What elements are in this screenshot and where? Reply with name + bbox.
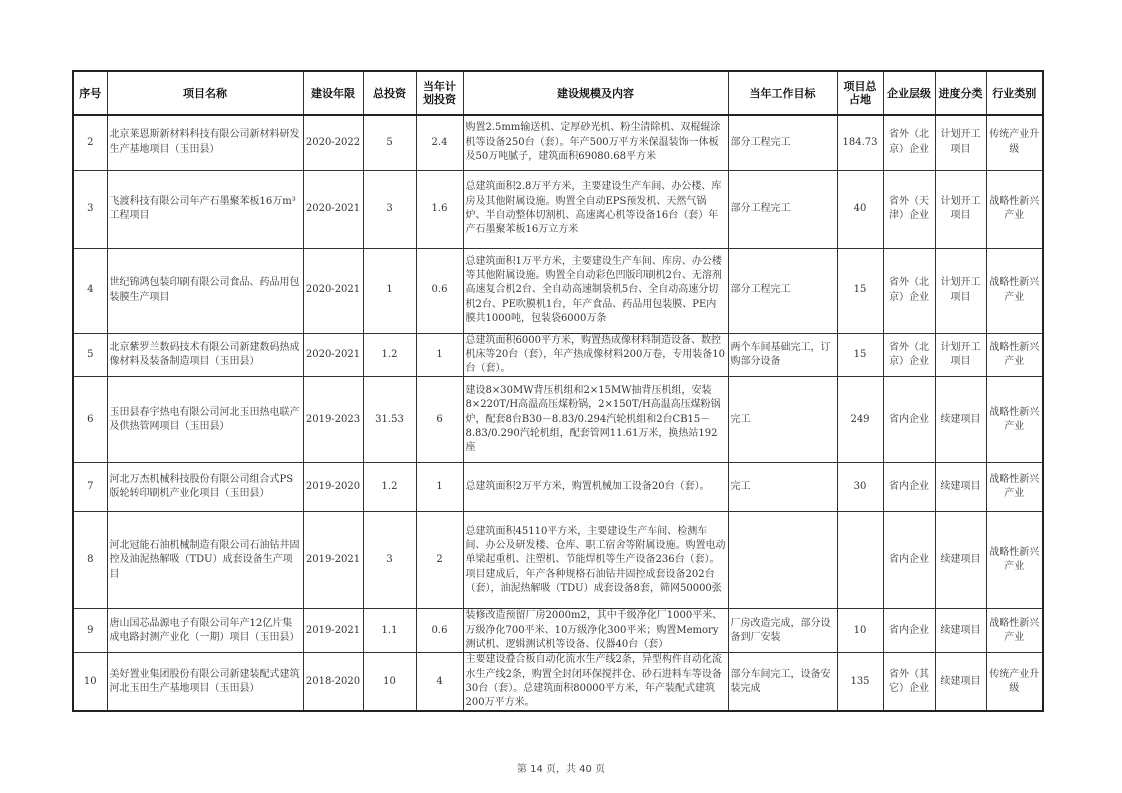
cell-no: 8 — [73, 512, 107, 609]
cell-total: 1.1 — [363, 609, 416, 653]
cell-land: 10 — [837, 609, 883, 653]
cell-total: 1.2 — [363, 333, 416, 377]
cell-land: 30 — [837, 463, 883, 512]
cell-scope: 总建筑面积2万平方米，购置机械加工设备20台（套）。 — [463, 463, 728, 512]
header-total: 总投资 — [363, 71, 416, 115]
cell-no: 9 — [73, 609, 107, 653]
cell-goal: 部分工程完工 — [728, 248, 837, 333]
cell-goal: 两个车间基础完工，订购部分设备 — [728, 333, 837, 377]
cell-name: 北京紫罗兰数码技术有限公司新建数码热成像材料及装备制造项目（玉田县） — [107, 333, 303, 377]
cell-period: 2020-2021 — [303, 248, 363, 333]
cell-no: 3 — [73, 170, 107, 248]
cell-progress: 续建项目 — [935, 512, 986, 609]
cell-total: 10 — [363, 653, 416, 712]
cell-progress: 续建项目 — [935, 377, 986, 463]
cell-goal: 厂房改造完成，部分设备到厂安装 — [728, 609, 837, 653]
table-row — [73, 377, 1043, 463]
header-name: 项目名称 — [107, 71, 303, 115]
header-annual: 当年计划投资 — [416, 71, 463, 115]
cell-annual: 1.6 — [416, 170, 463, 248]
cell-annual: 2 — [416, 512, 463, 609]
cell-period: 2018-2020 — [303, 653, 363, 712]
cell-name: 河北万杰机械科技股份有限公司组合式PS版轮转印刷机产业化项目（玉田县） — [107, 463, 303, 512]
cell-annual: 4 — [416, 653, 463, 712]
cell-level: 省外（北京）企业 — [883, 333, 935, 377]
cell-level: 省外（天津）企业 — [883, 170, 935, 248]
header-goal: 当年工作目标 — [728, 71, 837, 115]
projects-table — [72, 70, 1044, 712]
cell-period: 2019-2021 — [303, 512, 363, 609]
cell-scope: 总建筑面积2.8万平方米，主要建设生产车间、办公楼、库房及其他附属设施。购置全自动EPS预发机、天然气锅炉、半自动整体切割机、高速离心机等设备16台（套）年产石墨聚苯板16万立方米 — [463, 170, 728, 248]
header-progress: 进度分类 — [935, 71, 986, 115]
cell-period: 2019-2021 — [303, 609, 363, 653]
cell-scope: 建设8×30MW背压机组和2×15MW抽背压机组，安装8×220T/H高温高压煤粉锅，2×150T/H高温高压煤粉锅炉，配套8台B30－8.83/0.294汽轮机组和2台CB15－8.83/0.290汽轮机组，配套管网11.61万米，换热站192座 — [463, 377, 728, 463]
cell-industry: 战略性新兴产业 — [986, 463, 1043, 512]
table-row — [73, 653, 1043, 712]
table-row — [73, 170, 1043, 248]
cell-period: 2019-2020 — [303, 463, 363, 512]
cell-industry: 传统产业升级 — [986, 115, 1043, 170]
cell-goal: 部分工程完工 — [728, 115, 837, 170]
cell-goal: 部分工程完工 — [728, 170, 837, 248]
cell-scope: 总建筑面积6000平方米，购置热成像材料制造设备、数控机床等20台（套），年产热成像材料200万卷，专用装备10台（套）。 — [463, 333, 728, 377]
cell-annual: 6 — [416, 377, 463, 463]
cell-total: 1.2 — [363, 463, 416, 512]
header-scope: 建设规模及内容 — [463, 71, 728, 115]
cell-land: 135 — [837, 653, 883, 712]
cell-name: 世纪锦鸿包装印刷有限公司食品、药品用包装膜生产项目 — [107, 248, 303, 333]
header-period: 建设年限 — [303, 71, 363, 115]
cell-name: 唐山国芯晶源电子有限公司年产12亿片集成电路封测产业化（一期）项目（玉田县） — [107, 609, 303, 653]
cell-industry: 传统产业升级 — [986, 653, 1043, 712]
cell-annual: 0.6 — [416, 609, 463, 653]
cell-annual: 2.4 — [416, 115, 463, 170]
cell-land: 15 — [837, 248, 883, 333]
cell-industry: 战略性新兴产业 — [986, 609, 1043, 653]
cell-scope: 总建筑面积1万平方米，主要建设生产车间、库房、办公楼等其他附属设施。购置全自动彩色凹版印刷机2台、无溶剂高速复合机2台、全自动高速制袋机5台、全自动高速分切机2台、PE吹膜机1台，年产食品、药品用包装膜、PE内膜共1000吨，包装袋6000万条 — [463, 248, 728, 333]
table-row — [73, 333, 1043, 377]
cell-land — [837, 512, 883, 609]
cell-no: 6 — [73, 377, 107, 463]
cell-industry: 战略性新兴产业 — [986, 170, 1043, 248]
cell-annual: 1 — [416, 333, 463, 377]
cell-total: 3 — [363, 512, 416, 609]
cell-name: 飞渡科技有限公司年产石墨聚苯板16万m³工程项目 — [107, 170, 303, 248]
cell-period: 2020-2021 — [303, 333, 363, 377]
table-row — [73, 248, 1043, 333]
cell-total: 3 — [363, 170, 416, 248]
cell-land: 249 — [837, 377, 883, 463]
cell-no: 5 — [73, 333, 107, 377]
cell-land: 15 — [837, 333, 883, 377]
cell-industry: 战略性新兴产业 — [986, 512, 1043, 609]
cell-industry: 战略性新兴产业 — [986, 248, 1043, 333]
cell-scope: 装修改造预留厂房2000m2，其中千级净化厂1000平米、万级净化700平米、10万级净化300平米；购置Memory测试机、逻辑测试机等设备、仪器40台（套） — [463, 609, 728, 653]
cell-goal: 部分车间完工，设备安装完成 — [728, 653, 837, 712]
cell-scope: 购置2.5mm输送机、定厚砂光机、粉尘清除机、双棍辊涂机等设备250台（套）。年产500万平方米保温装饰一体板及50万吨腻子，建筑面积69080.68平方米 — [463, 115, 728, 170]
header-land: 项目总占地 — [837, 71, 883, 115]
table-header-row — [73, 71, 1043, 115]
cell-goal: 完工 — [728, 377, 837, 463]
header-level: 企业层级 — [883, 71, 935, 115]
cell-level: 省内企业 — [883, 512, 935, 609]
page-number-label: 第 14 页，共 40 页 — [516, 764, 606, 775]
cell-name: 美好置业集团股份有限公司新建装配式建筑河北玉田生产基地项目（玉田县） — [107, 653, 303, 712]
cell-land: 184.73 — [837, 115, 883, 170]
cell-progress: 计划开工项目 — [935, 333, 986, 377]
cell-no: 4 — [73, 248, 107, 333]
cell-progress: 计划开工项目 — [935, 170, 986, 248]
cell-level: 省外（北京）企业 — [883, 115, 935, 170]
cell-period: 2020-2022 — [303, 115, 363, 170]
cell-level: 省内企业 — [883, 377, 935, 463]
header-industry: 行业类别 — [986, 71, 1043, 115]
cell-land: 40 — [837, 170, 883, 248]
cell-total: 5 — [363, 115, 416, 170]
cell-scope: 主要建设叠合板自动化流水生产线2条，异型构件自动化流水生产线2条，购置全封闭环保搅拌仓、砂石进料车等设备30台（套）。总建筑面积80000平方米，年产装配式建筑200万平方米。 — [463, 653, 728, 712]
cell-level: 省内企业 — [883, 609, 935, 653]
cell-progress: 计划开工项目 — [935, 248, 986, 333]
cell-scope: 总建筑面积45110平方米，主要建设生产车间、检测车间、办公及研发楼、仓库、职工宿舍等附属设施。购置电动单梁起重机、注塑机、节能焊机等生产设备236台（套）。项目建成后，年产各种规格石油钻井固控成套设备202台（套），油泥热解吸（TDU）成套设备8套，筛网50000张 — [463, 512, 728, 609]
cell-progress: 续建项目 — [935, 653, 986, 712]
cell-annual: 1 — [416, 463, 463, 512]
cell-goal — [728, 512, 837, 609]
cell-name: 北京莱恩斯新材料科技有限公司新材料研发生产基地项目（玉田县） — [107, 115, 303, 170]
page-footer — [0, 760, 1122, 775]
cell-level: 省外（其它）企业 — [883, 653, 935, 712]
cell-annual: 0.6 — [416, 248, 463, 333]
cell-period: 2020-2021 — [303, 170, 363, 248]
cell-progress: 续建项目 — [935, 463, 986, 512]
cell-total: 1 — [363, 248, 416, 333]
cell-total: 31.53 — [363, 377, 416, 463]
cell-industry: 战略性新兴产业 — [986, 333, 1043, 377]
cell-progress: 续建项目 — [935, 609, 986, 653]
cell-goal: 完工 — [728, 463, 837, 512]
cell-name: 玉田县春宇热电有限公司河北玉田热电联产及供热管网项目（玉田县） — [107, 377, 303, 463]
table-row — [73, 463, 1043, 512]
cell-name: 河北冠能石油机械制造有限公司石油钻井固控及油泥热解吸（TDU）成套设备生产项目 — [107, 512, 303, 609]
cell-period: 2019-2023 — [303, 377, 363, 463]
header-no: 序号 — [73, 71, 107, 115]
cell-industry: 战略性新兴产业 — [986, 377, 1043, 463]
cell-no: 7 — [73, 463, 107, 512]
table-row — [73, 512, 1043, 609]
cell-level: 省内企业 — [883, 463, 935, 512]
table-row — [73, 115, 1043, 170]
cell-progress: 计划开工项目 — [935, 115, 986, 170]
cell-no: 10 — [73, 653, 107, 712]
table-row — [73, 609, 1043, 653]
cell-no: 2 — [73, 115, 107, 170]
cell-level: 省外（北京）企业 — [883, 248, 935, 333]
